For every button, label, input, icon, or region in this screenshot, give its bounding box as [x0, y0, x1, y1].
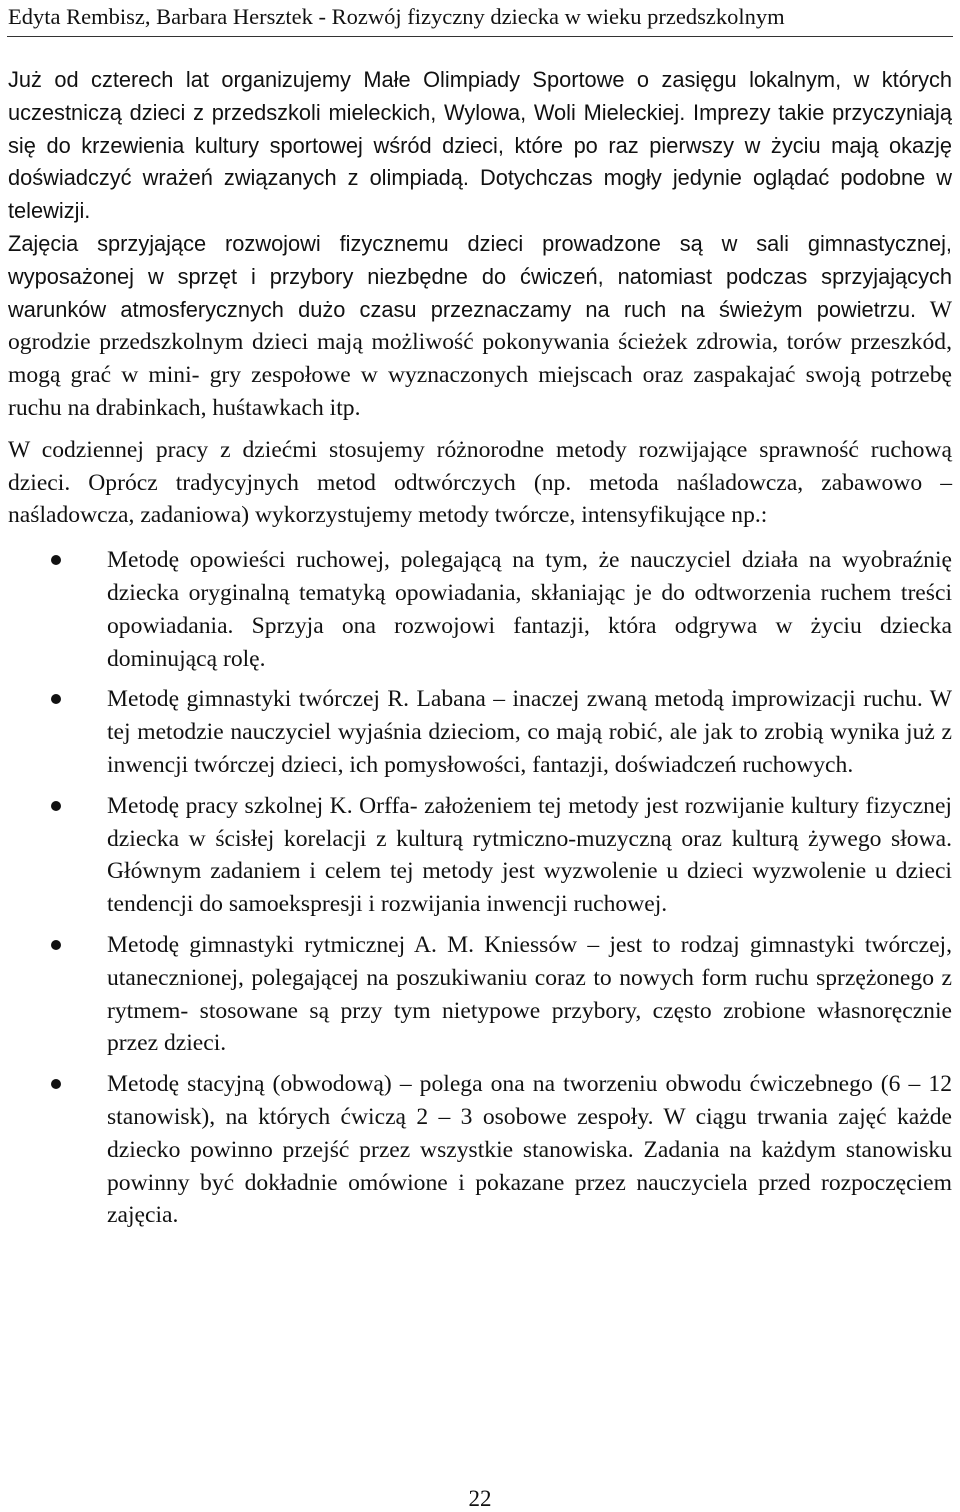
bullet-icon — [51, 694, 61, 704]
bullet-icon — [51, 1079, 61, 1089]
list-item — [8, 1068, 952, 1232]
bullet-icon — [51, 555, 61, 565]
paragraph-gym-classes — [8, 228, 952, 425]
bullet-icon — [51, 940, 61, 950]
page-number: 22 — [468, 1486, 492, 1511]
list-item — [8, 683, 952, 781]
page-body — [8, 64, 952, 1240]
list-item — [8, 790, 952, 921]
methods-list — [8, 544, 952, 1232]
method-text: Metodę opowieści ruchowej, polegającą na tym, że nauczyciel działa na wyobraźnię dziecka oryginalną tematyką opowiadania, skłaniając je do odtworzenia ruchem treści opowiadania. Sprzyja ona rozwojowi fantazji, która odgrywa w życiu dziecka dominującą rolę. — [107, 547, 952, 672]
bullet-icon — [51, 801, 61, 811]
method-text: Metodę gimnastyki twórczej R. Labana – inaczej zwaną metodą improwizacji ruchu. W tej metodzie nauczyciel wyjaśnia dzieciom, co mają robić, ale jak to zrobią wynika już z inwencji twórczej dzieci, ich pomysłowości, fantazji, doświadczeń ruchowych. — [107, 686, 952, 778]
method-text: Metodę stacyjną (obwodową) – polega ona na tworzeniu obwodu ćwiczebnego (6 – 12 stanowisk), na których ćwiczą 2 – 3 osobowe zespoły. W ciągu trwania zajęć każde dziecko powinno przejść przez wszystkie stanowiska. Zadania na każdym stanowisku powinny być dokładnie omówione i pokazane przez nauczyciela przed rozpoczęciem zajęcia. — [107, 1071, 952, 1229]
method-text: Metodę pracy szkolnej K. Orffa- założeniem tej metody jest rozwijanie kultury fizycznej dziecka w ścisłej korelacji z kulturą rytmiczno-muzyczną oraz kulturą żywego słowa. Głównym zadaniem i celem tej metody jest wyzwolenie u dzieci wyzwolenie u dzieci tendencji do samoekspresji i rozwijania inwencji ruchowej. — [107, 792, 952, 918]
list-item — [8, 544, 952, 675]
paragraph-gym-classes-part1: Zajęcia sprzyjające rozwojowi fizycznemu dzieci prowadzone są w sali gimnastycznej, wyposażonej w sprzęt i przybory niezbędne do ćwiczeń, natomiast podczas sprzyjających warunków atmosferycznych dużo czasu przeznaczamy na ruch na świeżym powietrzu. — [8, 230, 952, 322]
running-header: Edyta Rembisz, Barbara Hersztek - Rozwój fizyczny dziecka w wieku przedszkolnym — [8, 4, 785, 29]
paragraph-gym-classes-part2: W ogrodzie przedszkolnym dzieci mają możliwość pokonywania ścieżek zdrowia, torów przeszkód, mogą grać w mini- gry zespołowe w wyznaczonych miejscach oraz zaspakajać swoją potrzebę ruchu na drabinkach, huśtawkach itp. — [8, 296, 952, 421]
list-item — [8, 929, 952, 1060]
method-text: Metodę gimnastyki rytmicznej A. M. Kniessów – jest to rodzaj gimnastyki twórczej, utanecznionej, polegającej na poszukiwaniu coraz to nowych form ruchu sprzężonego z rytmem- stosowane są przy tym nietypowe przybory, często zrobione własnoręcznie przez dzieci. — [107, 931, 952, 1057]
paragraph-methods-intro: W codziennej pracy z dziećmi stosujemy różnorodne metody rozwijające sprawność ruchową dzieci. Oprócz tradycyjnych metod odtwórczych (np. metoda naśladowcza, zabawowo – naśladowcza, zadaniowa) wykorzystujemy metody twórcze, intensyfikujące np.: — [8, 436, 952, 529]
paragraph-olympiads: Już od czterech lat organizujemy Małe Olimpiady Sportowe o zasięgu lokalnym, w których uczestniczą dzieci z przedszkoli mieleckich, Wylowa, Woli Mieleckiej. Imprezy takie przyczyniają się do krzewienia kultury sportowej wśród dzieci, które po raz pierwszy w życiu mają okazję doświadczyć wrażeń związanych z olimpiadą. Dotychczas mogły jedynie oglądać podobne w telewizji. — [8, 67, 952, 224]
header-divider — [7, 36, 953, 37]
